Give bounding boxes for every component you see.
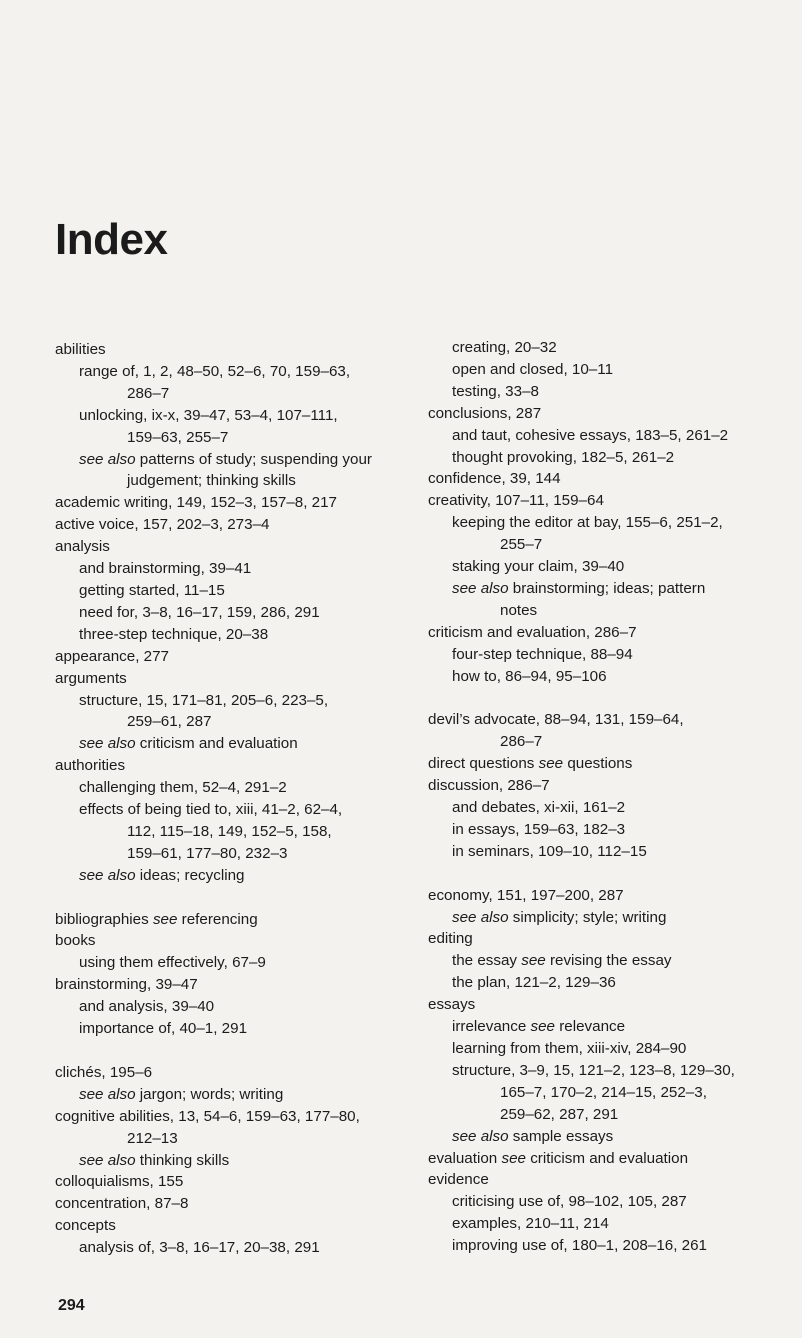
entry-text: brainstorming; ideas; pattern [508, 579, 706, 597]
index-subentry: need for, 3–8, 16–17, 159, 286, 291 [79, 603, 320, 621]
see-target: questions [563, 755, 633, 773]
index-subentry [55, 733, 410, 755]
index-subentry: creating, 20–32 [452, 339, 557, 356]
index-continuation: 286–7 [500, 733, 543, 751]
entry-text: the essay [452, 952, 522, 970]
index-continuation: 212–13 [127, 1129, 178, 1147]
index-subentry [55, 1150, 410, 1172]
see-label: see [521, 952, 546, 970]
index-entry: devil’s advocate, 88–94, 131, 159–64, [428, 711, 684, 729]
see-label: see [538, 755, 564, 773]
index-continuation: 159–63, 255–7 [127, 428, 229, 446]
see-also-label: see also [79, 450, 136, 468]
index-entry: confidence, 39, 144 [428, 470, 561, 488]
index-continuation: 112, 115–18, 149, 152–5, 158, [127, 822, 332, 840]
index-entry: economy, 151, 197–200, 287 [428, 886, 624, 904]
index-subentry: four-step technique, 88–94 [452, 645, 633, 663]
index-subentry: unlocking, ix-x, 39–47, 53–4, 107–111, [79, 406, 338, 424]
index-subentry [55, 865, 410, 887]
index-continuation: 159–61, 177–80, 232–3 [127, 844, 288, 862]
index-entry [428, 753, 773, 775]
index-subentry: criticising use of, 98–102, 105, 287 [452, 1193, 687, 1211]
index-subentry: keeping the editor at bay, 155–6, 251–2, [452, 514, 723, 532]
see-target: relevance [555, 1018, 626, 1036]
index-subentry: testing, 33–8 [452, 382, 539, 400]
index-entry: criticism and evaluation, 286–7 [428, 623, 637, 641]
index-subentry: getting started, 11–15 [79, 581, 225, 599]
see-also-label: see also [452, 579, 509, 597]
see-also-label: see also [79, 1085, 136, 1103]
index-subentry: improving use of, 180–1, 208–16, 261 [452, 1237, 707, 1255]
index-subentry [428, 1016, 773, 1038]
see-label: see [530, 1018, 556, 1036]
index-subentry [428, 578, 773, 600]
entry-gap [55, 887, 410, 909]
index-subentry: and brainstorming, 39–41 [79, 560, 252, 578]
index-column-left [55, 339, 410, 1259]
see-target: referencing [177, 910, 258, 928]
see-target: criticism and evaluation [525, 1149, 689, 1167]
index-entry: authorities [55, 757, 126, 775]
entry-text: jargon; words; writing [135, 1085, 284, 1103]
index-entry: colloquialisms, 155 [55, 1173, 184, 1191]
index-subentry: the plan, 121–2, 129–36 [452, 974, 616, 992]
index-subentry: range of, 1, 2, 48–50, 52–6, 70, 159–63, [79, 362, 351, 380]
index-subentry: structure, 3–9, 15, 121–2, 123–8, 129–30, [452, 1061, 735, 1079]
index-subentry: learning from them, xiii-xiv, 284–90 [452, 1039, 687, 1057]
index-entry: arguments [55, 669, 127, 687]
index-subentry: challenging them, 52–4, 291–2 [79, 779, 287, 797]
page-title: Index [55, 215, 168, 264]
index-entry: academic writing, 149, 152–3, 157–8, 217 [55, 494, 338, 512]
entry-text: thinking skills [135, 1151, 230, 1169]
index-continuation: 259–61, 287 [127, 713, 212, 731]
index-subentry: and taut, cohesive essays, 183–5, 261–2 [452, 426, 729, 444]
see-also-label: see also [79, 866, 136, 884]
index-continuation: 286–7 [127, 384, 170, 402]
see-also-label: see also [452, 908, 509, 926]
index-entry: concepts [55, 1217, 116, 1235]
index-entry: editing [428, 930, 473, 948]
index-continuation: 259–62, 287, 291 [500, 1105, 619, 1123]
see-label: see [152, 910, 178, 928]
index-subentry: effects of being tied to, xiii, 41–2, 62–4, [79, 801, 343, 819]
index-entry: essays [428, 996, 476, 1014]
entry-text: ideas; recycling [135, 866, 245, 884]
index-subentry [55, 1084, 410, 1106]
entry-text: direct questions [428, 755, 539, 773]
entry-gap [55, 1040, 410, 1062]
index-subentry: how to, 86–94, 95–106 [452, 667, 607, 685]
index-continuation: notes [500, 601, 538, 619]
entry-text: simplicity; style; writing [508, 908, 667, 926]
index-entry: brainstorming, 39–47 [55, 976, 198, 994]
index-subentry: and analysis, 39–40 [79, 998, 215, 1016]
index-entry: evidence [428, 1171, 489, 1189]
index-continuation: 165–7, 170–2, 214–15, 252–3, [500, 1083, 707, 1101]
entry-text: bibliographies [55, 910, 153, 928]
index-continuation: 255–7 [500, 536, 543, 554]
index-entry: abilities [55, 341, 106, 358]
index-subentry [55, 449, 410, 471]
index-subentry: structure, 15, 171–81, 205–6, 223–5, [79, 691, 329, 709]
index-subentry: and debates, xi-xii, 161–2 [452, 799, 626, 817]
entry-text: irrelevance [452, 1018, 531, 1036]
index-entry: appearance, 277 [55, 647, 170, 665]
entry-text: sample essays [508, 1127, 614, 1145]
index-entry: creativity, 107–11, 159–64 [428, 492, 604, 510]
index-entry: books [55, 932, 96, 950]
entry-gap [428, 688, 773, 710]
index-column-right [428, 337, 773, 1257]
index-subentry: open and closed, 10–11 [452, 360, 614, 378]
index-entry: analysis [55, 538, 110, 556]
index-entry [428, 1148, 773, 1170]
see-target: revising the essay [545, 952, 672, 970]
index-subentry: thought provoking, 182–5, 261–2 [452, 448, 675, 466]
index-entry [55, 909, 410, 931]
index-entry: concentration, 87–8 [55, 1195, 189, 1213]
index-entry: cognitive abilities, 13, 54–6, 159–63, 177–80, [55, 1107, 360, 1125]
index-subentry: analysis of, 3–8, 16–17, 20–38, 291 [79, 1239, 320, 1257]
index-entry: clichés, 195–6 [55, 1063, 153, 1081]
entry-text: patterns of study; suspending your [135, 450, 372, 468]
index-continuation: judgement; thinking skills [127, 472, 296, 490]
index-subentry: three-step technique, 20–38 [79, 625, 269, 643]
index-subentry: staking your claim, 39–40 [452, 558, 625, 576]
see-label: see [501, 1149, 526, 1167]
entry-gap [428, 863, 773, 885]
index-subentry [428, 1126, 773, 1148]
index-subentry: in seminars, 109–10, 112–15 [452, 842, 647, 860]
see-also-label: see also [452, 1127, 509, 1145]
entry-text: evaluation [428, 1149, 502, 1167]
index-entry: conclusions, 287 [428, 404, 542, 422]
index-subentry: examples, 210–11, 214 [452, 1215, 609, 1233]
index-subentry: importance of, 40–1, 291 [79, 1020, 248, 1038]
index-subentry [428, 907, 773, 929]
index-subentry [428, 950, 773, 972]
index-subentry: in essays, 159–63, 182–3 [452, 820, 626, 838]
see-also-label: see also [79, 735, 136, 753]
see-also-label: see also [79, 1151, 136, 1169]
index-subentry: using them effectively, 67–9 [79, 954, 266, 972]
index-entry: active voice, 157, 202–3, 273–4 [55, 516, 270, 534]
index-entry: discussion, 286–7 [428, 777, 550, 795]
entry-text: criticism and evaluation [135, 735, 298, 753]
page-number: 294 [58, 1297, 85, 1314]
